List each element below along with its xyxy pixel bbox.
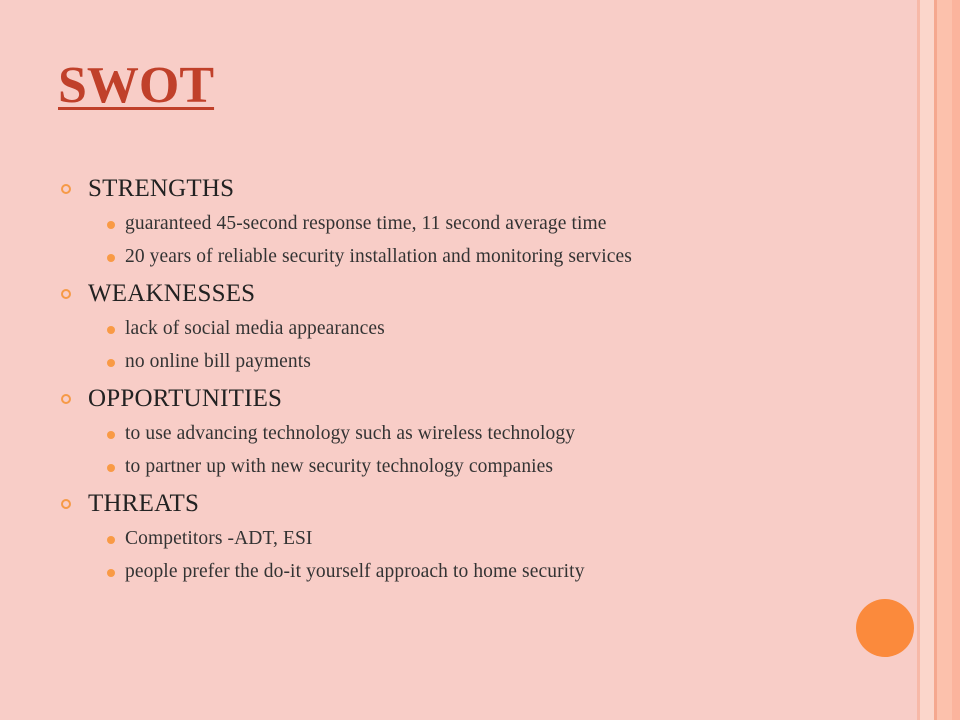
section-heading	[60, 173, 900, 205]
decorative-stripe	[920, 0, 934, 720]
slide-content	[60, 173, 900, 588]
dot-bullet-icon	[107, 464, 115, 472]
bullet-list	[60, 522, 900, 588]
dot-bullet-icon	[107, 254, 115, 262]
decorative-stripe	[952, 0, 960, 720]
section-opportunities	[60, 383, 900, 483]
decorative-stripe	[937, 0, 952, 720]
ring-bullet-icon	[61, 184, 71, 194]
section-heading-label: OPPORTUNITIES	[88, 385, 283, 412]
section-heading	[60, 488, 900, 520]
list-item	[60, 345, 900, 378]
bullet-list	[60, 207, 900, 273]
dot-bullet-icon	[107, 569, 115, 577]
section-heading	[60, 383, 900, 415]
section-heading-label: WEAKNESSES	[88, 280, 256, 307]
slide-title: SWOT	[58, 57, 215, 114]
ring-bullet-icon	[61, 499, 71, 509]
ring-bullet-icon	[61, 394, 71, 404]
bullet-list	[60, 312, 900, 378]
bullet-text: guaranteed 45-second response time, 11 second average time	[125, 212, 607, 234]
dot-bullet-icon	[107, 359, 115, 367]
list-item	[60, 450, 900, 483]
section-heading-label: THREATS	[88, 490, 200, 517]
bullet-text: 20 years of reliable security installation and monitoring services	[125, 245, 632, 267]
ring-bullet-icon	[61, 289, 71, 299]
section-weaknesses	[60, 278, 900, 378]
list-item	[60, 240, 900, 273]
section-heading	[60, 278, 900, 310]
dot-bullet-icon	[107, 221, 115, 229]
list-item	[60, 522, 900, 555]
bullet-text: Competitors -ADT, ESI	[125, 527, 313, 549]
list-item	[60, 207, 900, 240]
list-item	[60, 312, 900, 345]
bullet-text: to partner up with new security technology companies	[125, 455, 554, 477]
dot-bullet-icon	[107, 536, 115, 544]
bullet-text: no online bill payments	[125, 350, 311, 372]
section-threats	[60, 488, 900, 588]
dot-bullet-icon	[107, 431, 115, 439]
dot-bullet-icon	[107, 326, 115, 334]
bullet-list	[60, 417, 900, 483]
list-item	[60, 555, 900, 588]
list-item	[60, 417, 900, 450]
section-heading-label: STRENGTHS	[88, 175, 235, 202]
bullet-text: to use advancing technology such as wireless technology	[125, 422, 576, 444]
bullet-text: lack of social media appearances	[125, 317, 385, 339]
bullet-text: people prefer the do-it yourself approach to home security	[125, 560, 585, 582]
section-strengths	[60, 173, 900, 273]
orange-circle-decoration	[856, 599, 914, 657]
